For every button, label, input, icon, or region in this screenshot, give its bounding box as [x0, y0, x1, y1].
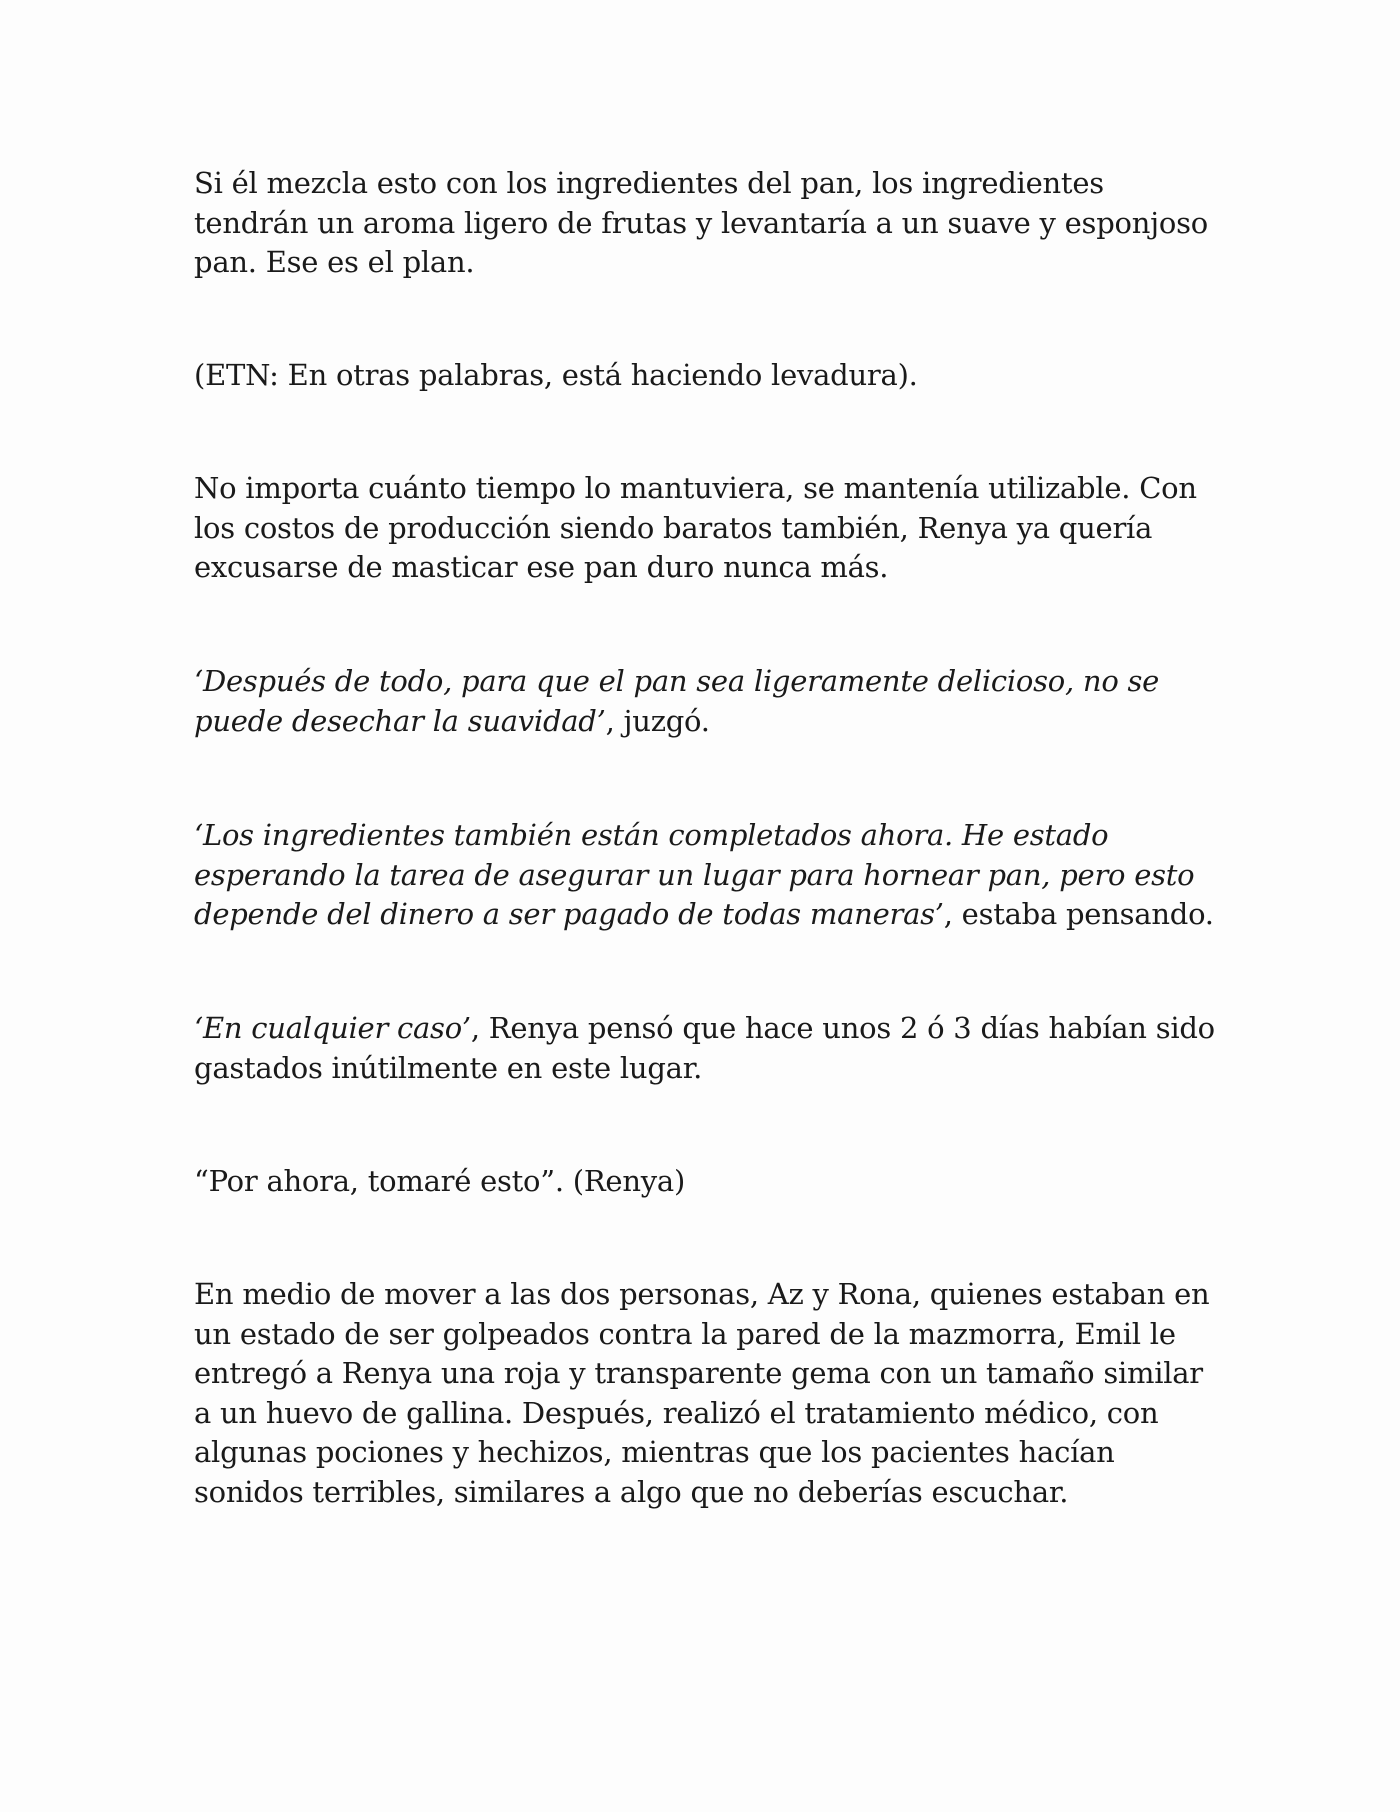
paragraph-5 — [194, 816, 1224, 935]
paragraph-5-thought: ‘Los ingredientes también están completados ahora. He estado esperando la tarea de asegurar un lugar para hornear pan, pero esto depende del dinero a ser pagado de todas maneras’ — [194, 818, 1195, 931]
paragraph-7-dialogue: “Por ahora, tomaré esto”. (Renya) — [194, 1164, 686, 1198]
paragraph-4-narration: , juzgó. — [605, 703, 710, 738]
paragraph-2-text: (ETN: En otras palabras, está haciendo levadura). — [194, 358, 918, 392]
paragraph-6-narration: , Renya pensó que hace unos 2 ó 3 días habían sido gastados inútilmente en este lugar. — [194, 1011, 1215, 1085]
paragraph-4-thought: ‘Después de todo, para que el pan sea ligeramente delicioso, no se puede desechar la suavidad’ — [194, 664, 1160, 738]
paragraph-1 — [194, 164, 1224, 283]
paragraph-7 — [194, 1162, 1224, 1202]
paragraph-2 — [194, 356, 1224, 396]
paragraph-6-thought: ‘En cualquier caso’ — [194, 1011, 471, 1045]
paragraph-6 — [194, 1009, 1224, 1088]
paragraph-3 — [194, 469, 1224, 588]
paragraph-8-text: En medio de mover a las dos personas, Az y Rona, quienes estaban en un estado de ser golpeados contra la pared de la mazmorra, Emil le entregó a Renya una roja y transparente gema con un tamaño similar a un huevo de gallina. Después, realizó el tratamiento médico, con algunas pociones y hechizos, mientras que los pacientes hacían sonidos terribles, similares a algo que no deberías escuchar. — [194, 1277, 1210, 1509]
paragraph-4 — [194, 662, 1224, 741]
paragraph-3-text: No importa cuánto tiempo lo mantuviera, se mantenía utilizable. Con los costos de producción siendo baratos también, Renya ya quería excusarse de masticar ese pan duro nunca más. — [194, 471, 1197, 584]
paragraph-8 — [194, 1275, 1224, 1512]
paragraph-1-text: Si él mezcla esto con los ingredientes del pan, los ingredientes tendrán un aroma ligero de frutas y levantaría a un suave y esponjoso pan. Ese es el plan. — [194, 166, 1208, 279]
paragraph-5-narration: , estaba pensando. — [943, 897, 1214, 931]
